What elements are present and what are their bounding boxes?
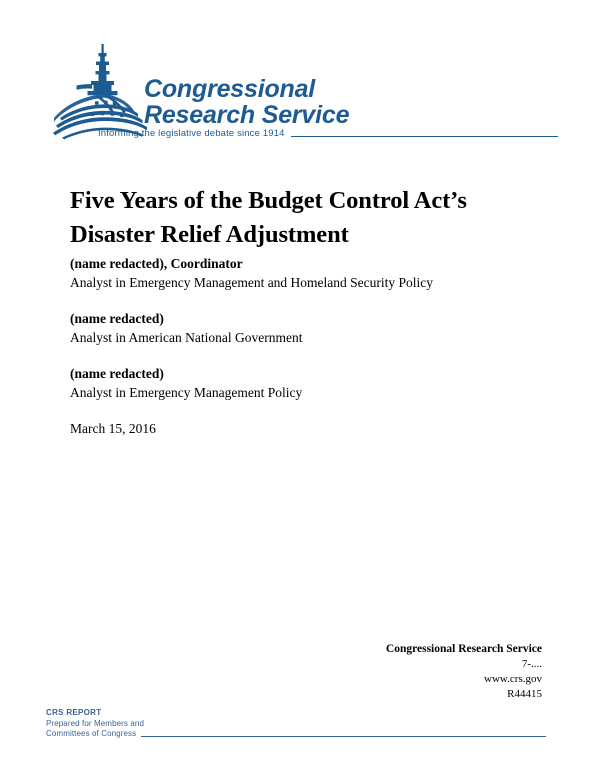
footer-divider xyxy=(141,736,546,737)
footer-report-number: R44415 xyxy=(507,688,542,700)
crs-report-subtitle-line-1: Prepared for Members and xyxy=(46,718,145,728)
footer-crs-report-block xyxy=(46,708,556,740)
author-name: (name redacted), Coordinator xyxy=(70,256,243,271)
tagline-divider xyxy=(291,136,558,137)
author-role: Analyst in Emergency Management Policy xyxy=(70,385,303,400)
masthead-tagline-row xyxy=(98,128,558,139)
wordmark-line-1: Congressional xyxy=(144,75,316,103)
author-role: Analyst in American National Government xyxy=(70,330,303,345)
page-title: Five Years of the Budget Control Act’s Disaster Relief Adjustment xyxy=(70,187,467,249)
author-entry xyxy=(70,309,530,348)
author-role: Analyst in Emergency Management and Homeland Security Policy xyxy=(70,275,434,290)
crs-report-subtitle-row xyxy=(46,729,546,740)
author-entry xyxy=(70,254,530,293)
masthead-tagline: Informing the legislative debate since 1914 xyxy=(98,128,285,139)
publication-date: March 15, 2016 xyxy=(70,421,156,436)
footer-organization: Congressional Research Service xyxy=(385,643,542,655)
footer-phone: 7-.... xyxy=(521,658,542,670)
footer-publisher-block xyxy=(302,642,542,702)
footer-website[interactable]: www.crs.gov xyxy=(484,673,542,685)
wordmark-line-2: Research Service xyxy=(144,101,350,129)
author-name: (name redacted) xyxy=(70,366,164,381)
author-name: (name redacted) xyxy=(70,311,164,326)
author-entry xyxy=(70,364,530,403)
crs-report-subtitle-line-2: Committees of Congress xyxy=(46,729,137,738)
author-list xyxy=(70,254,530,439)
crs-report-label: CRS REPORT xyxy=(46,708,102,717)
